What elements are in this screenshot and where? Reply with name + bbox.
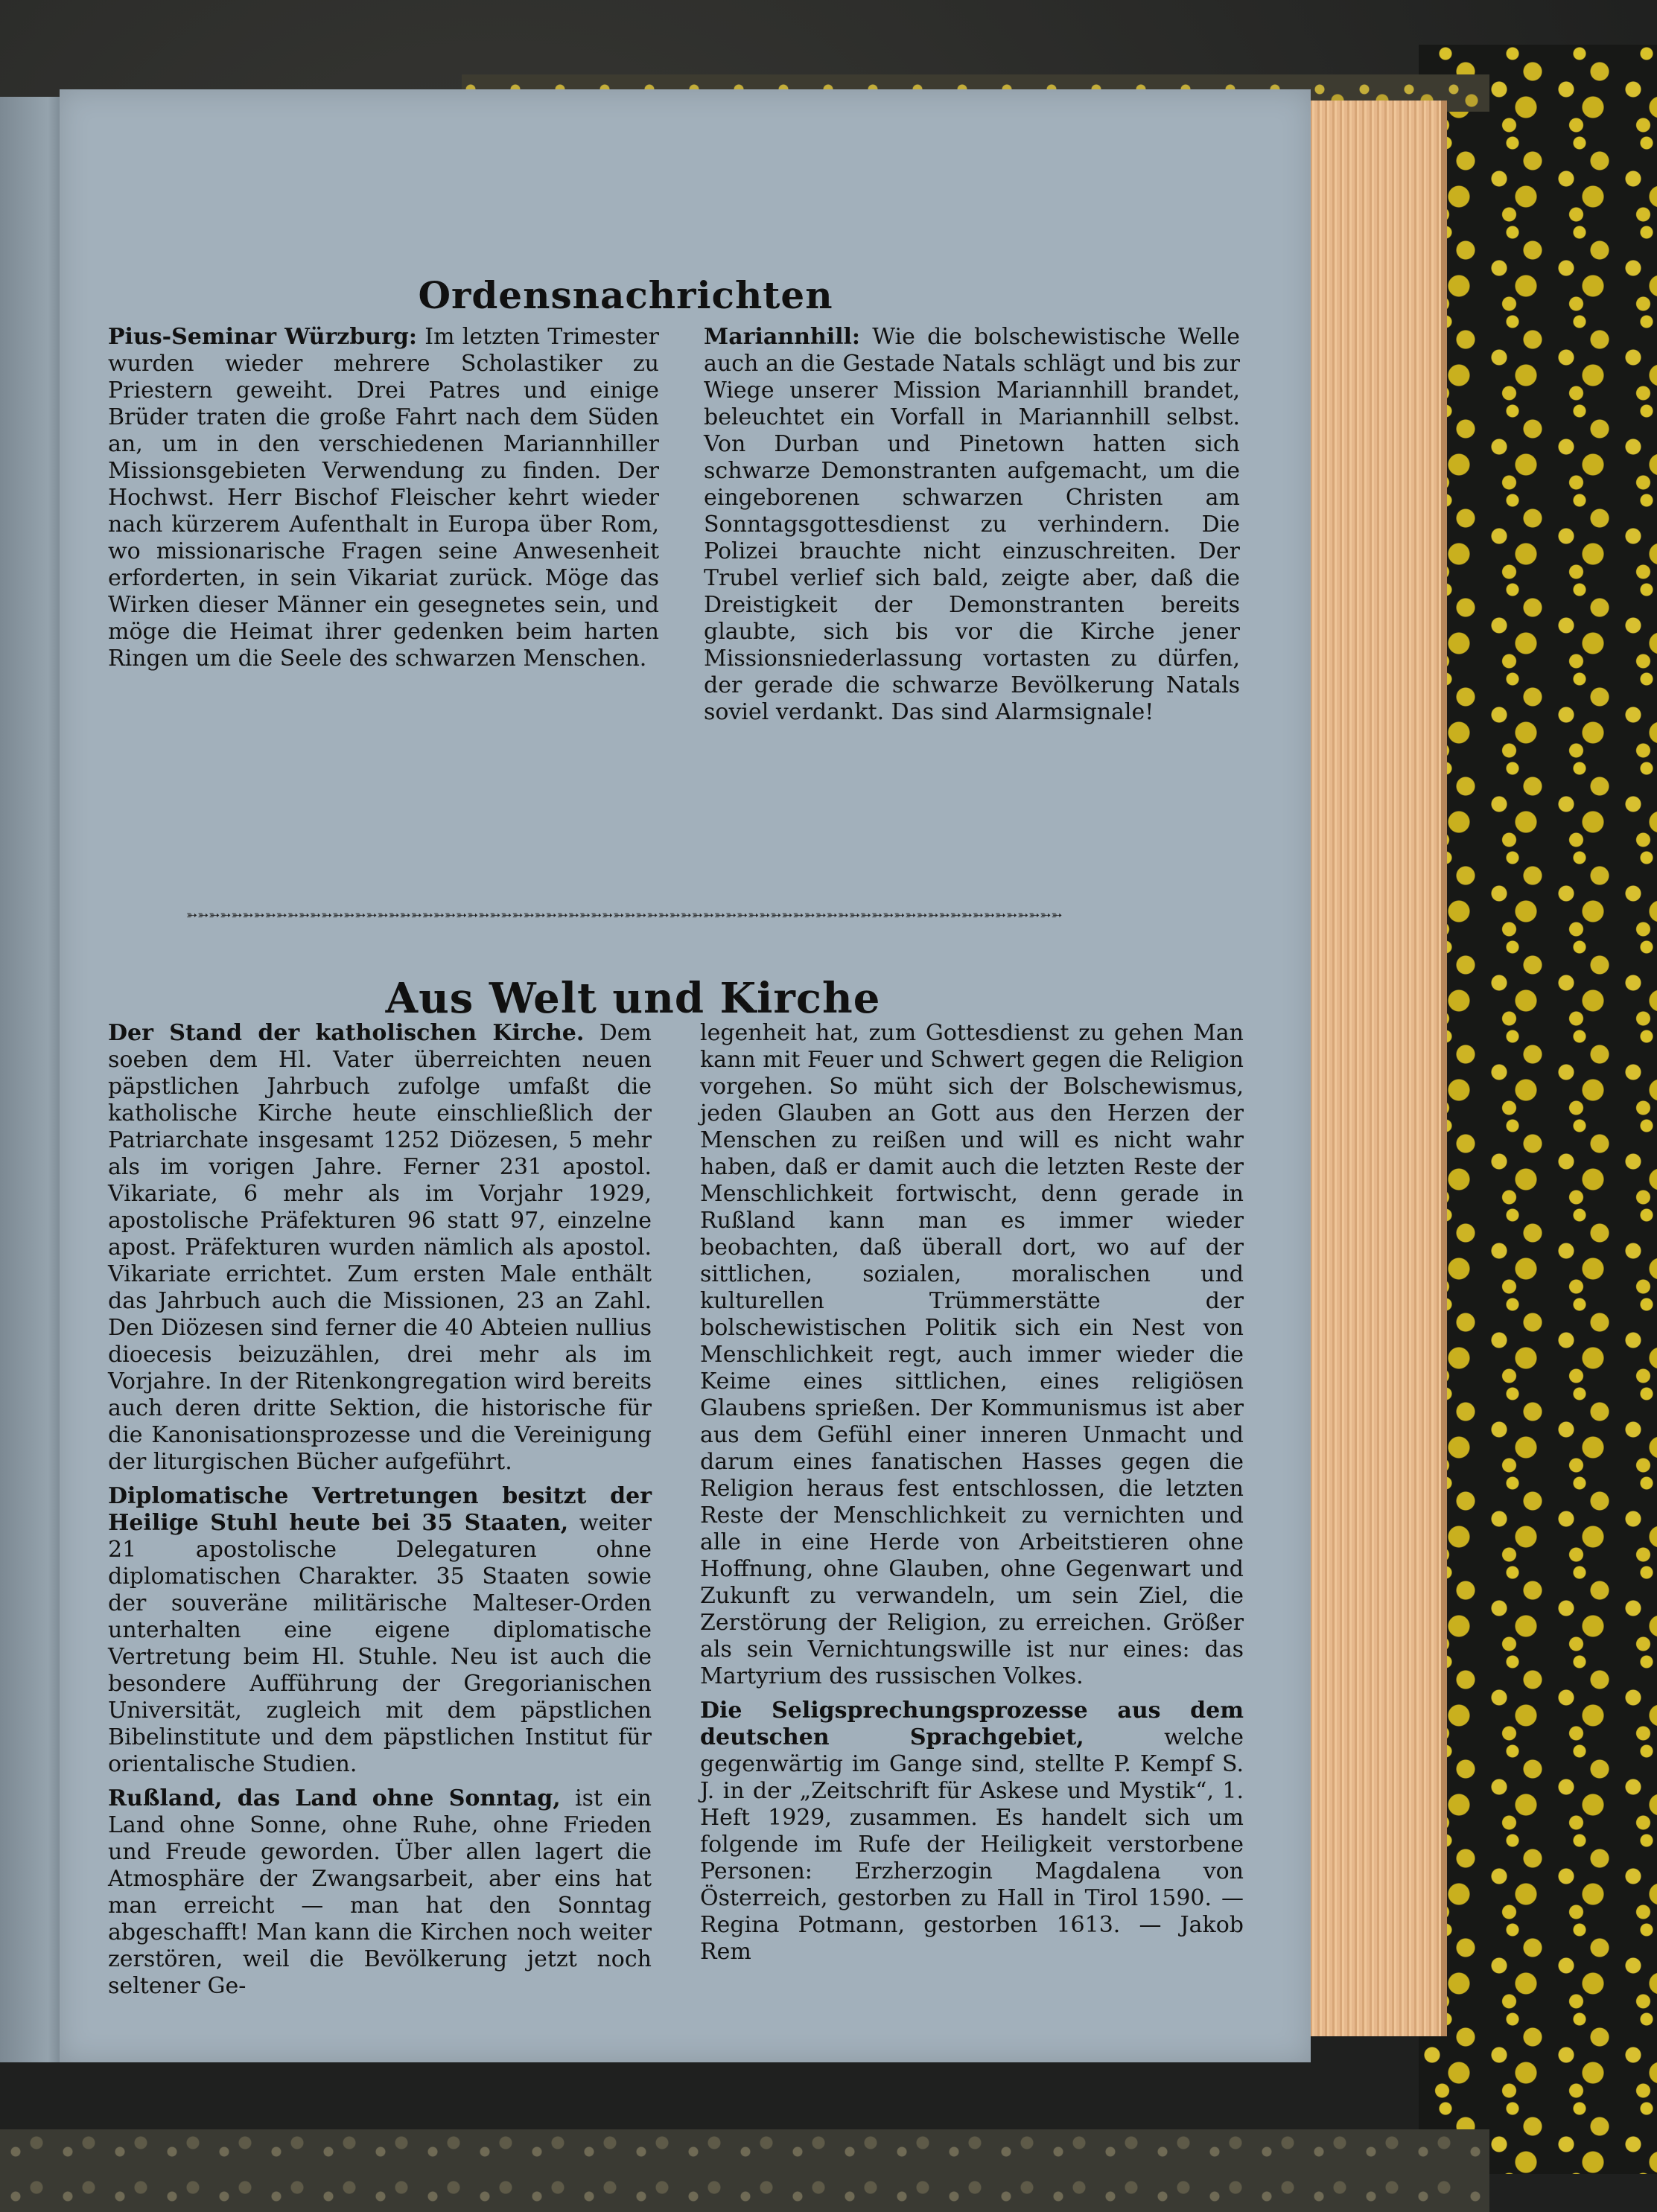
section-title-aus-welt-und-kirche: Aus Welt und Kirche xyxy=(385,974,881,1023)
column-left-welt-kirche xyxy=(108,1020,652,2000)
column-pius-seminar xyxy=(108,324,659,672)
lead-russland: Rußland, das Land ohne Sonntag, xyxy=(108,1785,561,1811)
marbled-bottom-strip xyxy=(0,2129,1489,2212)
lead-pius-seminar: Pius-Seminar Würzburg: xyxy=(108,324,417,350)
text-diplomatische-vertretungen: weiter 21 apostolische Delegaturen ohne diplomatischen Charakter. 35 Staaten sowie der souveräne militärische Malteser-Orden unterhalten eine eigene diplomatische Vertretung beim Hl. Stuhle. Neu ist auch die besondere Aufführung der Gregorianischen Universität, zugleich mit dem päpstlichen Bibelinstitute und dem päpstlichen Institut für orientalische Studien. xyxy=(108,1510,652,1777)
book-page xyxy=(60,89,1311,2062)
text-pius-seminar: Im letzten Trimester wurden wieder mehrere Scholastiker zu Priestern geweiht. Drei Patres und einige Brüder traten die große Fahrt nach dem Süden an, um in den verschiedenen Mariannhiller Missionsgebieten Verwendung zu finden. Der Hochwst. Herr Bischof Fleischer kehrt wieder nach kürzerem Aufenthalt in Europa über Rom, wo missionarische Fragen seine Anwesenheit erforderten, in sein Vikariat zurück. Möge das Wirken dieser Männer ein gesegnetes sein, und möge die Heimat ihrer gedenken beim harten Ringen um die Seele des schwarzen Menschen. xyxy=(108,324,659,672)
section-title-ordensnachrichten: Ordensnachrichten xyxy=(418,273,833,317)
ornament-divider: ➳➳➳➳➳➳➳➳➳➳➳➳➳➳➳➳➳➳➳➳➳➳➳➳➳➳➳➳➳➳➳➳➳➳➳➳➳➳➳➳➳➳➳➳➳➳➳➳➳➳➳➳➳➳➳➳➳➳➳➳➳➳➳➳➳➳➳➳➳➳➳➳➳➳➳➳➳➳ xyxy=(186,908,1063,922)
facing-page-edge xyxy=(0,97,69,2062)
lead-stand-kirche: Der Stand der katholischen Kirche. xyxy=(108,1020,585,1046)
column-right-welt-kirche xyxy=(700,1020,1244,1966)
paragraph-diplomatische-vertretungen xyxy=(108,1483,652,1778)
text-russland: ist ein Land ohne Sonne, ohne Ruhe, ohne Frieden und Freude geworden. Über allen lagert die Atmosphäre der Zwangsarbeit, aber eins hat man erreicht — man hat den Sonntag abgeschafft! Man kann die Kirchen noch weiter zerstören, weil die Bevölkerung jetzt noch seltener Ge- xyxy=(108,1785,652,1999)
text-russland-continued: legenheit hat, zum Gottesdienst zu gehen Man kann mit Feuer und Schwert gegen die Religion vorgehen. So müht sich der Bolschewismus, jeden Glauben an Gott aus den Herzen der Menschen zu reißen und will es nicht wahr haben, daß er damit auch die letzten Reste der Menschlichkeit fortwischt, denn gerade in Rußland kann man es immer wieder beobachten, daß überall dort, wo auf der sittlichen, sozialen, moralischen und kulturellen Trümmerstätte der bolschewistischen Politik sich ein Nest von Menschlichkeit regt, auch immer wieder die Keime eines sittlichen, eines religiösen Glaubens sprießen. Der Kommunismus ist aber aus dem Gefühl einer inneren Unmacht und darum eines fanatischen Hasses gegen die Religion heraus fest entschlossen, die letzten Reste der Menschlichkeit zu vernichten und alle in eine Herde von Arbeitstieren ohne Hoffnung, ohne Glauben, ohne Gegenwart und Zukunft zu verwandeln, um sein Ziel, die Zerstörung der Religion, zu erreichen. Größer als sein Vernichtungswille ist nur eines: das Martyrium des russischen Volkes. xyxy=(700,1020,1244,1689)
paragraph-russland-continued xyxy=(700,1020,1244,1690)
lead-diplomatische-vertretungen: Diplomatische Vertretungen besitzt der Heilige Stuhl heute bei 35 Staaten, xyxy=(108,1483,652,1536)
paragraph-stand-kirche xyxy=(108,1020,652,1476)
marbled-cover-edge xyxy=(1419,45,1657,2174)
text-mariannhill: Wie die bolschewistische Welle auch an die Gestade Natals schlägt und bis zur Wiege unserer Mission Mariannhill brandet, beleuchtet ein Vorfall in Mariannhill selbst. Von Durban und Pinetown hatten sich schwarze Demonstranten aufgemacht, um die eingeborenen schwarzen Christen am Sonntagsgottesdienst zu verhindern. Die Polizei brauchte nicht einzuschreiten. Der Trubel verlief sich bald, zeigte aber, daß die Dreistigkeit der Demonstranten bereits glaubte, sich bis vor die Kirche jener Missionsniederlassung vortasten zu dürfen, der gerade die schwarze Bevölkerung Natals soviel verdankt. Das sind Alarmsignale! xyxy=(704,324,1240,725)
column-mariannhill xyxy=(704,324,1240,726)
text-stand-kirche: Dem soeben dem Hl. Vater überreichten neuen päpstlichen Jahrbuch zufolge umfaßt die katholische Kirche heute einschließlich der Patriarchate insgesamt 1252 Diözesen, 5 mehr als im vorigen Jahre. Ferner 231 apostol. Vikariate, 6 mehr als im Vorjahr 1929, apostolische Präfekturen 96 statt 97, einzelne apost. Präfekturen wurden nämlich als apostol. Vikariate errichtet. Zum ersten Male enthält das Jahrbuch auch die Missionen, 23 an Zahl. Den Diözesen sind ferner die 40 Abteien nullius dioecesis beizuzählen, drei mehr als im Vorjahre. In der Ritenkongregation wird bereits auch deren dritte Sektion, die historische für die Kanonisationsprozesse und die Vereinigung der liturgischen Bücher aufgeführt. xyxy=(108,1020,652,1475)
paragraph-mariannhill xyxy=(704,324,1240,726)
page-edges xyxy=(1300,101,1447,2036)
lead-mariannhill: Mariannhill: xyxy=(704,324,860,350)
text-seligsprechungsprozesse: welche gegenwärtig im Gange sind, stellte P. Kempf S. J. in der „Zeitschrift für Askese und Mystik“, 1. Heft 1929, zusammen. Es handelt sich um folgende im Rufe der Heiligkeit verstorbene Personen: Erzherzogin Magdalena von Österreich, gestorben zu Hall in Tirol 1590. — Regina Potmann, gestorben 1613. — Jakob Rem xyxy=(700,1724,1244,1965)
paragraph-pius-seminar xyxy=(108,324,659,672)
paragraph-seligsprechungsprozesse xyxy=(700,1698,1244,1966)
lead-seligsprechungsprozesse: Die Seligsprechungsprozesse aus dem deutschen Sprachgebiet, xyxy=(700,1698,1244,1750)
paragraph-russland xyxy=(108,1785,652,2000)
